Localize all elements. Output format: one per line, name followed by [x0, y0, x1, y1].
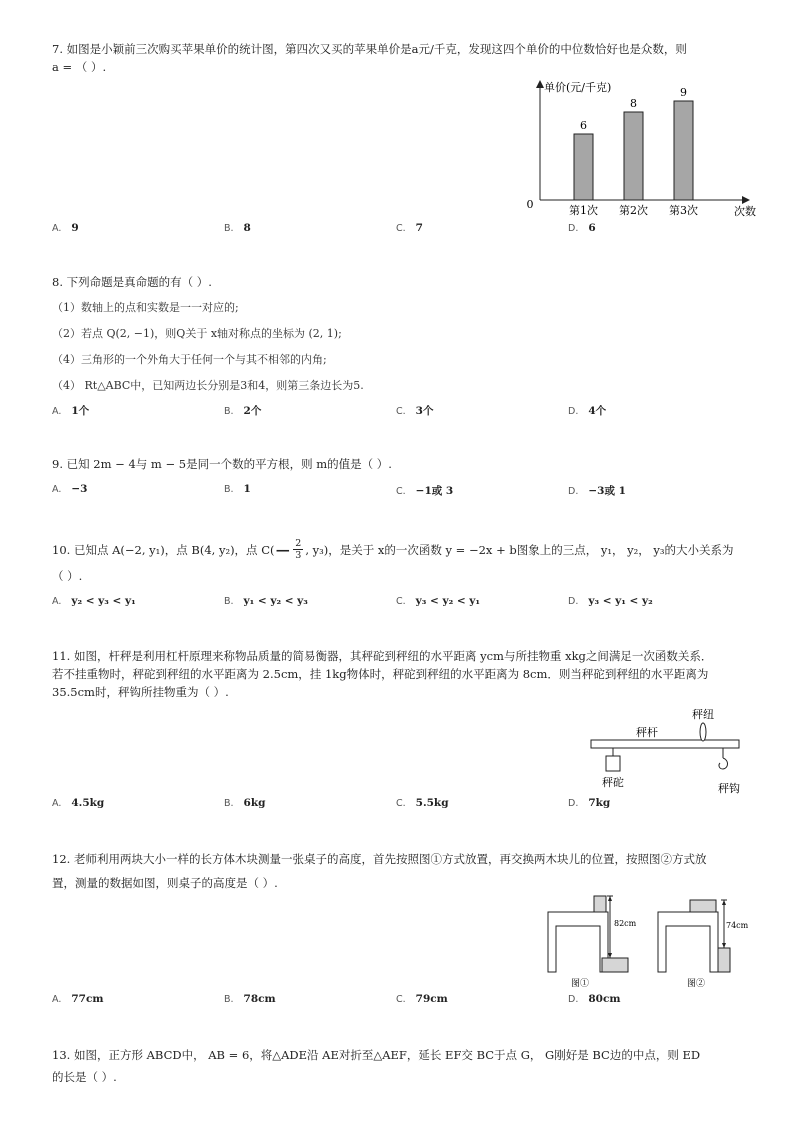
- figure-2-height-label: 74cm: [726, 921, 749, 930]
- q8-option-a[interactable]: A. 1个: [52, 405, 90, 417]
- q12-table-diagram: [540, 888, 750, 992]
- q12-option-c[interactable]: C. 79cm: [396, 993, 448, 1005]
- q11-option-b[interactable]: B. 6kg: [224, 797, 266, 809]
- figure-2-table: [658, 900, 749, 972]
- q10-stem-line: 10. 已知点 A(−2, y₁)，点 B(4, y₂)，点 C( − $\frac{2}{3}$ , y₃)，是关于 x的一次函数 y = −2x + b图象上的三点， y₁， y₂， y₃的大小关系为: [52, 537, 734, 562]
- q8-option-c[interactable]: C. 3个: [396, 405, 434, 417]
- q10-stem-part-a: 10. 已知点 A(−2, y₁)，点 B(4, y₂)，点 C(: [52, 542, 275, 557]
- q10-fraction: [293, 538, 303, 561]
- q9-stem: 9. 已知 2m − 4与 m − 5是同一个数的平方根，则 m的值是（ ）.: [52, 457, 392, 471]
- q10-option-d[interactable]: D. y₃ < y₁ < y₂: [568, 595, 653, 607]
- q9-option-b[interactable]: B. 1: [224, 483, 251, 495]
- question-9: [52, 455, 752, 473]
- q11-steelyard-diagram: [580, 702, 750, 798]
- q13-stem-continued: 的长是（ ）.: [52, 1070, 117, 1084]
- chart-y-axis-label: 单价(元/千克): [544, 81, 612, 94]
- q8-item-1: （1）数轴上的点和实数是一一对应的;: [52, 301, 239, 314]
- chart-x-tick-label-2: 第2次: [619, 204, 648, 217]
- question-11: [52, 647, 752, 701]
- question-12: [52, 850, 752, 892]
- q7-option-b[interactable]: B. 8: [224, 222, 251, 234]
- q10-option-b[interactable]: B. y₁ < y₂ < y₃: [224, 595, 308, 607]
- q11-option-c[interactable]: C. 5.5kg: [396, 797, 449, 809]
- q11-stem-line-2: 若不挂重物时，秤砣到秤纽的水平距离为 2.5cm，挂 1kg物体时，秤砣到秤纽的水平距离为 8cm．则当秤砣到秤纽的水平距离为: [52, 667, 709, 681]
- figure-1-height-label: 82cm: [614, 919, 637, 928]
- q9-option-c[interactable]: C. −1或 3: [396, 485, 454, 497]
- figure-1-table: [548, 896, 637, 972]
- chart-bar-3: [674, 101, 693, 200]
- q7-option-d[interactable]: D. 6: [568, 222, 596, 234]
- q9-option-d[interactable]: D. −3或 1: [568, 485, 626, 497]
- q7-stem-continued: a = （ ）.: [52, 60, 107, 74]
- label-niu: 秤纽: [692, 708, 714, 721]
- chart-bar-1: [574, 134, 593, 200]
- figure-1-caption: 图①: [570, 979, 590, 989]
- q10-fraction-numerator: 2: [295, 538, 302, 549]
- q10-stem-continued: （ ）.: [52, 569, 83, 583]
- q12-option-a[interactable]: A. 77cm: [52, 993, 104, 1005]
- q8-option-b[interactable]: B. 2个: [224, 405, 262, 417]
- q11-option-a[interactable]: A. 4.5kg: [52, 797, 105, 809]
- chart-x-tick-label-1: 第1次: [569, 204, 598, 217]
- q8-item-4: （4） Rt△ABC中，已知两边长分别是3和4，则第三条边长为5.: [52, 379, 364, 392]
- question-7: [52, 40, 752, 76]
- q11-stem: 11. 如图，杆秤是利用杠杆原理来称物品质量的简易衡器，其秤砣到秤纽的水平距离 ycm与所挂物重 xkg之间满足一次函数关系．: [52, 649, 713, 663]
- q10-option-a[interactable]: A. y₂ < y₃ < y₁: [52, 595, 136, 607]
- q10-option-c[interactable]: C. y₃ < y₂ < y₁: [396, 595, 480, 607]
- q8-item-3: （4）三角形的一个外角大于任何一个与其不相邻的内角;: [52, 353, 327, 366]
- steelyard-weight: [606, 756, 620, 771]
- chart-bar-value-label-1: 6: [580, 119, 587, 132]
- chart-bar-2: [624, 112, 643, 200]
- q7-stem: 7. 如图是小颖前三次购买苹果单价的统计图，第四次又买的苹果单价是a元/千克，发现这四个单价的中位数恰好也是众数，则: [52, 42, 687, 56]
- figure-1-block-top: [594, 896, 606, 912]
- q8-option-d[interactable]: D. 4个: [568, 405, 607, 417]
- steelyard-knob: [700, 723, 706, 741]
- figure-2-block-floor: [718, 948, 730, 972]
- question-10: [52, 538, 752, 585]
- label-gou: 秤钩: [718, 782, 740, 795]
- label-gan: 秤杆: [636, 726, 658, 739]
- q12-option-d[interactable]: D. 80cm: [568, 993, 621, 1005]
- chart-bar-value-label-3: 9: [680, 86, 687, 99]
- label-tuo: 秤砣: [602, 776, 624, 789]
- chart-origin-label: 0: [526, 198, 534, 211]
- q13-stem: 13. 如图，正方形 ABCD中， AB = 6，将△ADE沿 AE对折至△AEF，延长 EF交 BC于点 G， G刚好是 BC边的中点，则 ED: [52, 1048, 701, 1062]
- figure-2-caption: 图②: [686, 979, 706, 989]
- q12-stem: 12. 老师利用两块大小一样的长方体木块测量一张桌子的高度，首先按照图①方式放置，再交换两木块儿的位置，按照图②方式放: [52, 852, 707, 866]
- q11-option-d[interactable]: D. 7kg: [568, 797, 611, 809]
- steelyard-beam: [591, 740, 739, 748]
- q10-fraction-denominator: 3: [295, 550, 302, 561]
- chart-x-axis-label: 次数: [734, 205, 756, 218]
- q7-option-c[interactable]: C. 7: [396, 222, 423, 234]
- q7-bar-chart: [520, 78, 760, 224]
- q11-stem-line-3: 35.5cm时，秤钩所挂物重为（ ）.: [52, 685, 229, 699]
- question-13: [52, 1046, 752, 1086]
- chart-x-tick-label-3: 第3次: [669, 204, 698, 217]
- chart-bar-value-label-2: 8: [630, 97, 637, 110]
- q8-item-2: （2）若点 Q(2, −1)，则Q关于 x轴对称点的坐标为 (2, 1);: [52, 327, 342, 340]
- figure-2-block-top: [690, 900, 716, 912]
- steelyard-hook-icon: [719, 758, 728, 769]
- q12-stem-continued: 置，测量的数据如图，则桌子的高度是（ ）.: [52, 876, 278, 890]
- question-8: [52, 273, 752, 394]
- q8-stem: 8. 下列命题是真命题的有（ ）.: [52, 275, 212, 289]
- q12-option-b[interactable]: B. 78cm: [224, 993, 276, 1005]
- figure-1-block-floor: [602, 958, 628, 972]
- q9-option-a[interactable]: A. −3: [52, 483, 88, 495]
- q7-option-a[interactable]: A. 9: [52, 222, 79, 234]
- q10-stem-part-b: , y₃)，是关于 x的一次函数 y = −2x + b图象上的三点， y₁， y₂， y₃的大小关系为: [305, 542, 734, 557]
